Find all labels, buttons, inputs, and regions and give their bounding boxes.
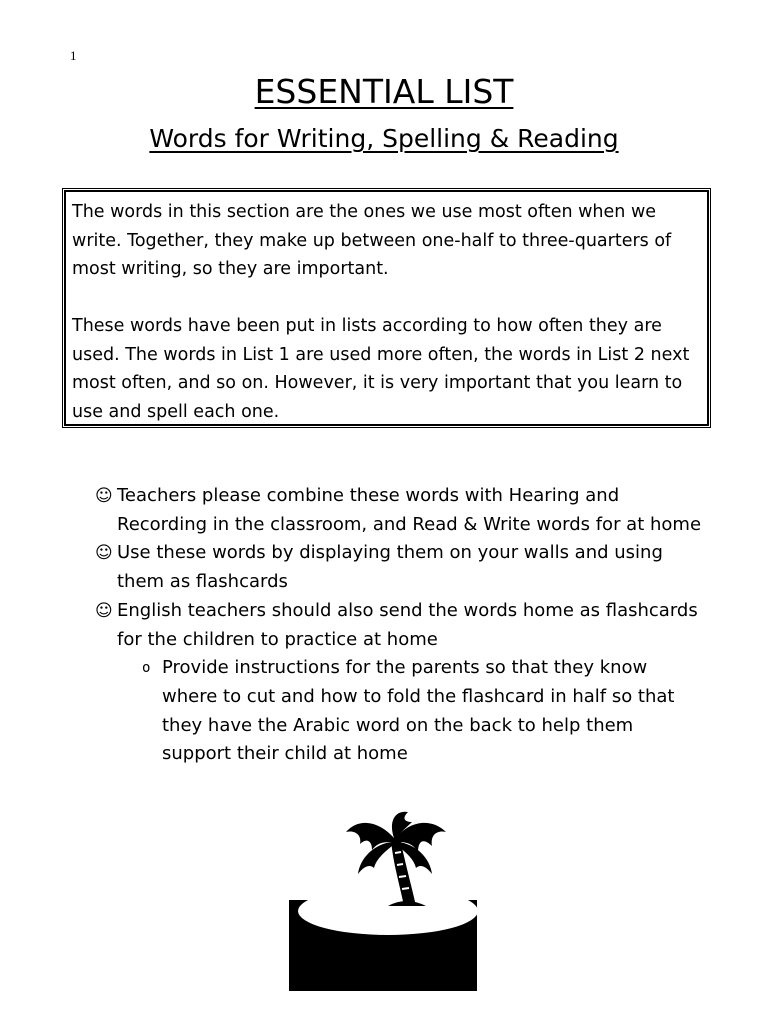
palm-tree-island-icon <box>288 808 478 992</box>
sub-list-container <box>95 654 705 769</box>
sub-list-item-text: Provide instructions for the parents so that they know where to cut and how to fold the flashcard in half so that they have the Arabic word on the back to help them support their child at home <box>162 657 675 765</box>
smiley-icon: ☺ <box>95 486 113 506</box>
smiley-icon: ☺ <box>95 600 113 621</box>
list-item <box>95 539 705 596</box>
smiley-icon: ☺ <box>95 543 113 564</box>
list-item-text: Teachers please combine these words with Hearing and Recording in the classroom, and Read & Write words for at home <box>117 485 702 535</box>
palm-leaf-lower-left <box>358 842 392 874</box>
circle-bullet-icon: o <box>142 660 151 677</box>
list-item <box>95 597 705 654</box>
list-item-text: English teachers should also send the words home as flashcards for the children to practice at home <box>117 599 698 650</box>
sub-list <box>95 654 705 769</box>
sub-list-item <box>117 654 705 769</box>
guidance-list <box>95 482 705 769</box>
island-ellipse <box>298 887 478 935</box>
list-item <box>95 482 705 539</box>
intro-paragraph-2: These words have been put in lists according to how often they are used. The words in List 1 are used more often, the words in List 2 next most often, and so on. However, it is very important that you learn to use and spell each one. <box>72 316 690 422</box>
page-title <box>0 72 768 112</box>
page-subtitle-text: Words for Writing, Spelling & Reading <box>149 124 619 153</box>
list-item-text: Use these words by displaying them on your walls and using them as flashcards <box>117 542 663 593</box>
intro-box <box>64 190 709 426</box>
page-number: 1 <box>70 48 77 63</box>
page-title-text: ESSENTIAL LIST <box>254 72 514 111</box>
page-subtitle <box>0 122 768 156</box>
intro-paragraph-1: The words in this section are the ones we use most often when we write. Together, they make up between one-half to three-quarters of most writing, so they are important. <box>72 202 672 279</box>
